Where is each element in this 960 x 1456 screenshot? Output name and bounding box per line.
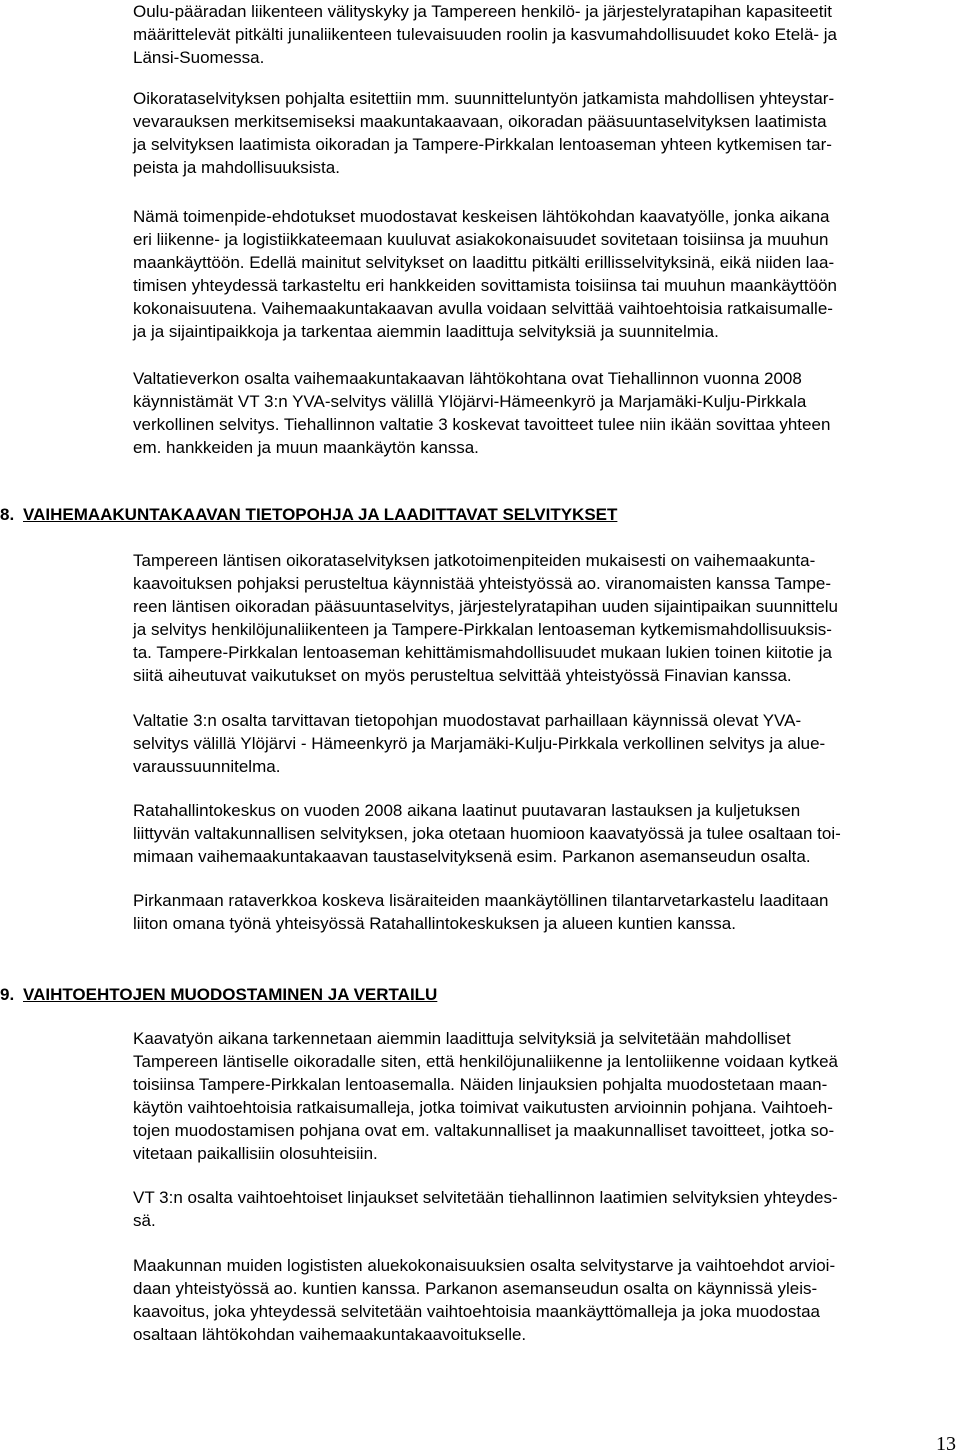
text-line: kaavoitus, joka yhteydessä selvitetään vaihtoehtoisia maankäyttömalleja ja joka muodostaa	[133, 1302, 821, 1321]
text-line: ja selvityksen laatimista oikoradan ja Tampere-Pirkkalan lentoaseman yhteen kytkemisen tar-	[133, 135, 832, 154]
text-line: Pirkanmaan rataverkkoa koskeva lisäraiteiden maankäytöllinen tilantarvetarkastelu laaditaan	[133, 891, 829, 910]
text-line: daan yhteistyössä ao. kuntien kanssa. Parkanon asemanseudun osalta on käynnissä yleis-	[133, 1279, 818, 1298]
text-line: reen läntisen oikoradan pääsuuntaselvitys, järjestelyratapihan uuden sijaintipaikan suunnittelu	[133, 597, 839, 616]
text-line: Valtatie 3:n osalta tarvittavan tietopohjan muodostavat parhaillaan käynnissä olevat YVA-	[133, 711, 802, 730]
text-line: Ratahallintokeskus on vuoden 2008 aikana laatinut puutavaran lastauksen ja kuljetuksen	[133, 801, 801, 820]
text-line: liiton omana työnä yhteisyössä Ratahallintokeskuksen ja alueen kuntien kanssa.	[133, 914, 736, 933]
text-line: Kaavatyön aikana tarkennetaan aiemmin laadittuja selvityksiä ja selvitetään mahdolliset	[133, 1029, 791, 1048]
page-number: 13	[936, 1433, 956, 1455]
section-heading-8	[0, 503, 617, 526]
text-line: osaltaan lähtökohdan vaihemaakuntakaavoitukselle.	[133, 1325, 527, 1344]
paragraph-ratapiha-kapasiteetti	[133, 0, 958, 69]
paragraph-logistiset-aluekokonaisuudet	[133, 1254, 958, 1346]
paragraph-vt3-linjaukset	[133, 1186, 958, 1232]
section-heading-9	[0, 983, 437, 1006]
paragraph-toimenpide-ehdotukset	[133, 205, 958, 343]
paragraph-rataverkko-tilantarve	[133, 889, 958, 935]
text-line: vitetaan paikallisiin olosuhteisiin.	[133, 1144, 378, 1163]
text-line: ta. Tampere-Pirkkalan lentoaseman kehittämismahdollisuudet mukaan lukien toinen kiitotie ja	[133, 643, 832, 662]
paragraph-valtatieverkko	[133, 367, 958, 459]
text-line: käynnistämät VT 3:n YVA-selvitys välillä Ylöjärvi-Hämeenkyrö ja Marjamäki-Kulju-Pirkkala	[133, 392, 807, 411]
text-line: Valtatieverkon osalta vaihemaakuntakaavan lähtökohtana ovat Tiehallinnon vuonna 2008	[133, 369, 802, 388]
text-line: liittyvän valtakunnallisen selvityksen, joka otetaan huomioon kaavatyössä ja tulee osaltaan toi-	[133, 824, 841, 843]
text-line: käytön vaihtoehtoisia ratkaisumalleja, jotka toimivat vaikutusten arvioinnin pohjana. Vaihtoeh-	[133, 1098, 833, 1117]
text-line: mimaan vaihemaakuntakaavan taustaselvityksenä esim. Parkanon asemanseudun osalta.	[133, 847, 811, 866]
text-line: VT 3:n osalta vaihtoehtoiset linjaukset selvitetään tiehallinnon laatimien selvityksien yhteydes-	[133, 1188, 838, 1207]
text-line: tojen muodostamisen pohjana ovat em. valtakunnalliset ja maakunnalliset tavoitteet, jotka so-	[133, 1121, 835, 1140]
text-line: vevarauksen merkitsemiseksi maakuntakaavaan, oikoradan pääsuuntaselvityksen laatimista	[133, 112, 827, 131]
section-title: VAIHEMAAKUNTAKAAVAN TIETOPOHJA JA LAADITTAVAT SELVITYKSET	[23, 505, 618, 524]
text-line: toisiinsa Tampere-Pirkkalan lentoasemalla. Näiden linjauksien pohjalta muodostetaan maan-	[133, 1075, 828, 1094]
paragraph-valtatie-3	[133, 709, 958, 778]
text-line: kokonaisuutena. Vaihemaakuntakaavan avulla voidaan selvittää vaihtoehtoisia ratkaisumalle-	[133, 299, 833, 318]
text-line: siitä aiheutuvat vaikutukset on myös perusteltua selvittää yhteistyössä Finavian kanssa.	[133, 666, 792, 685]
text-line: maankäyttöön. Edellä mainitut selvitykset on laadittu pitkälti erillisselvityksinä, eikä niiden laa-	[133, 253, 835, 272]
text-line: em. hankkeiden ja muun maankäytön kanssa.	[133, 438, 479, 457]
text-line: Tampereen läntiselle oikoradalle siten, että henkilöjunaliikenne ja lentoliikenne voidaan kytkeä	[133, 1052, 839, 1071]
text-line: ja selvitys henkilöjunaliikenteen ja Tampere-Pirkkalan lentoaseman kytkemismahdollisuuksis-	[133, 620, 832, 639]
text-line: Nämä toimenpide-ehdotukset muodostavat keskeisen lähtökohdan kaavatyölle, jonka aikana	[133, 207, 830, 226]
section-number: 9.	[0, 985, 15, 1004]
text-line: ja ja sijaintipaikkoja ja tarkentaa aiemmin laadittuja selvityksiä ja suunnitelmia.	[133, 322, 719, 341]
section-title: VAIHTOEHTOJEN MUODOSTAMINEN JA VERTAILU	[23, 985, 438, 1004]
paragraph-oikorata-jatkotoimenpiteet	[133, 549, 958, 687]
text-line: selvitys välillä Ylöjärvi - Hämeenkyrö ja Marjamäki-Kulju-Pirkkala verkollinen selvitys ja alue-	[133, 734, 826, 753]
section-number: 8.	[0, 505, 15, 524]
text-line: Maakunnan muiden logististen aluekokonaisuuksien osalta selvitystarve ja vaihtoehdot arvioi-	[133, 1256, 836, 1275]
paragraph-ratahallintokeskus	[133, 799, 958, 868]
paragraph-oikorataselvitys	[133, 87, 958, 179]
text-line: varaussuunnitelma.	[133, 757, 281, 776]
text-line: peista ja mahdollisuuksista.	[133, 158, 340, 177]
text-line: määrittelevät pitkälti junaliikenteen tulevaisuuden roolin ja kasvumahdollisuudet koko Etelä- ja	[133, 25, 838, 44]
paragraph-kaavatyo-tarkennus	[133, 1027, 958, 1165]
text-line: Länsi-Suomessa.	[133, 48, 265, 67]
text-line: eri liikenne- ja logistiikkateemaan kuuluvat asiakokonaisuudet sovitetaan toisiinsa ja muuhun	[133, 230, 829, 249]
text-line: timisen yhteydessä tarkasteltu eri hankkeiden sovittamista toisiinsa tai muuhun maankäyttöön	[133, 276, 837, 295]
text-line: sä.	[133, 1211, 156, 1230]
text-line: kaavoituksen pohjaksi perusteltua käynnistää yhteistyössä ao. viranomaisten kanssa Tampe-	[133, 574, 832, 593]
text-line: Oulu-pääradan liikenteen välityskyky ja Tampereen henkilö- ja järjestelyratapihan kapasiteetit	[133, 2, 832, 21]
text-line: verkollinen selvitys. Tiehallinnon valtatie 3 koskevat tavoitteet tulee niin ikään sovittaa yhteen	[133, 415, 831, 434]
text-line: Tampereen läntisen oikorataselvityksen jatkotoimenpiteiden mukaisesti on vaihemaakunta-	[133, 551, 816, 570]
text-line: Oikorataselvityksen pohjalta esitettiin mm. suunnitteluntyön jatkamista mahdollisen yhteystar-	[133, 89, 835, 108]
